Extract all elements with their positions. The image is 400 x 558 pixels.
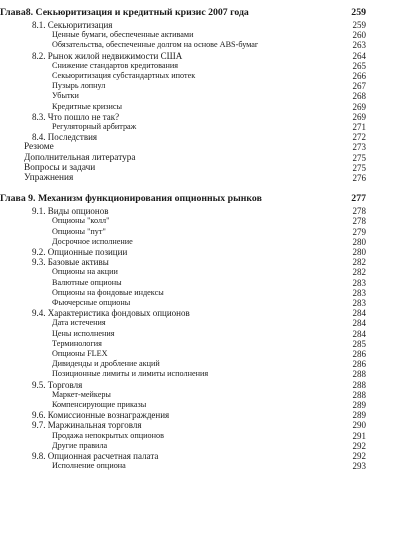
entry-title: Вопросы и задачи: [24, 162, 96, 173]
toc-row: [0, 278, 400, 288]
entry-title: 9.7. Маржинальная торговля: [32, 420, 142, 431]
entry-title: Позиционные лимиты и лимиты исполнения: [52, 369, 209, 379]
entry-title: Опционы FLEX: [52, 349, 108, 358]
page-number: 260: [352, 30, 366, 41]
toc-row: [0, 339, 400, 349]
page-number: 289: [352, 410, 366, 421]
toc-row: [0, 142, 400, 152]
chapter-title: Глава 9. Механизм функционирования опционных рынков: [0, 193, 262, 205]
page-number: 292: [352, 440, 366, 451]
entry-title: Регуляторный арбитраж: [52, 122, 137, 131]
entry-title: Маркет-мейкеры: [52, 389, 111, 399]
toc-row: [0, 288, 400, 298]
entry-title: Резюме: [24, 142, 54, 153]
toc-row: [0, 112, 400, 122]
page-number: 275: [352, 152, 366, 163]
toc-row: [0, 122, 400, 132]
chapter-title: Глава8. Секьюритизация и кредитный кризис 2007 года: [0, 7, 249, 18]
entry-title: Компенсирующие приказы: [52, 400, 147, 409]
entry-title: 9.5. Торговля: [32, 379, 83, 390]
page-number: 282: [352, 257, 366, 268]
page-number: 284: [352, 318, 366, 329]
entry-title: 8.1. Секьюритизация: [32, 20, 113, 30]
entry-title: 9.4. Характеристика фондовых опционов: [32, 308, 190, 319]
entry-title: 9.2. Опционные позиции: [32, 247, 128, 257]
page-number: 280: [352, 247, 366, 257]
toc-row: [0, 431, 400, 441]
entry-title: Досрочное исполнение: [52, 236, 133, 246]
entry-title: 8.4. Последствия: [32, 132, 98, 143]
page-number: 286: [352, 359, 366, 370]
toc-row: [0, 461, 400, 471]
toc-row: [0, 257, 400, 267]
toc-row: [0, 30, 400, 40]
page-number: 271: [352, 122, 366, 132]
page-number: 286: [352, 349, 366, 359]
entry-title: Валютные опционы: [52, 277, 122, 287]
entry-title: Цены исполнения: [52, 328, 115, 338]
toc-row: [0, 420, 400, 430]
toc-row: [0, 71, 400, 81]
entry-title: Пузырь лопнул: [52, 81, 106, 91]
entry-title: 9.1. Виды опционов: [32, 206, 109, 217]
page-number: 280: [352, 236, 366, 247]
entry-title: Секьюритизация субстандартных ипотек: [52, 71, 196, 80]
toc-row: [0, 20, 400, 30]
entry-title: Другие правила: [52, 440, 108, 450]
page-number: 269: [352, 111, 366, 122]
page-number: 288: [352, 389, 366, 400]
page-number: 269: [352, 101, 366, 112]
toc-row: [0, 173, 400, 183]
page-number: 259: [351, 7, 366, 18]
toc-row: [0, 51, 400, 61]
page-number: 266: [352, 71, 366, 81]
toc-row: [0, 359, 400, 369]
entry-title: Дополнительная литература: [24, 152, 136, 163]
toc-row: [0, 132, 400, 142]
page-number: 265: [352, 60, 366, 71]
entry-title: Упражнения: [24, 173, 74, 183]
page-number: 288: [352, 369, 366, 380]
entry-title: Кредитные кризисы: [52, 101, 122, 111]
entry-title: Дата истечения: [52, 318, 106, 328]
page-number: 284: [352, 328, 366, 339]
page-number: 276: [352, 173, 366, 183]
page-number: 293: [352, 461, 366, 472]
toc-row: [0, 163, 400, 173]
entry-title: Терминология: [52, 338, 102, 348]
toc-row: [0, 318, 400, 328]
page-number: 278: [352, 206, 366, 217]
toc-row: [0, 380, 400, 390]
toc-row: [0, 267, 400, 277]
page-number: 289: [352, 400, 366, 410]
page-number: 278: [352, 216, 366, 227]
entry-title: 9.6. Комиссионные вознаграждения: [32, 410, 170, 421]
entry-title: Опционы на акции: [52, 267, 118, 277]
page-number: 275: [352, 162, 366, 173]
entry-title: 8.3. Что пошло не так?: [32, 111, 120, 122]
page-number: 272: [352, 132, 366, 143]
toc-row: [0, 227, 400, 237]
page-number: 292: [352, 451, 366, 461]
toc-chapter-row: [0, 8, 400, 18]
toc-row: [0, 349, 400, 359]
page-number: 283: [352, 277, 366, 288]
toc-row: [0, 441, 400, 451]
entry-title: Убытки: [52, 91, 79, 101]
page-number: 279: [352, 226, 366, 237]
entry-title: Опционы "колл": [52, 216, 110, 226]
entry-title: Обязательства, обеспеченные долгом на основе ABS-бумаг: [52, 40, 259, 50]
page-number: 285: [352, 338, 366, 349]
page-number: 273: [352, 142, 366, 153]
entry-title: 9.8. Опционная расчетная палата: [32, 451, 159, 461]
toc-row: [0, 216, 400, 226]
toc-row: [0, 237, 400, 247]
entry-title: Снижение стандартов кредитования: [52, 60, 179, 70]
page-number: 264: [352, 50, 366, 61]
entry-title: Исполнение опциона: [52, 461, 126, 471]
entry-title: Дивиденды и дробление акций: [52, 359, 160, 369]
page-number: 263: [352, 40, 366, 51]
page-number: 291: [352, 430, 366, 441]
entry-title: Фьючерсные опционы: [52, 298, 131, 307]
page-number: 283: [352, 298, 366, 308]
entry-title: 9.3. Базовые активы: [32, 257, 109, 268]
toc-row: [0, 451, 400, 461]
entry-title: Опционы "пут": [52, 226, 106, 236]
entry-title: Ценные бумаги, обеспеченные активами: [52, 30, 194, 40]
toc-row: [0, 40, 400, 50]
entry-title: Продажа непокрытых опционов: [52, 430, 164, 440]
page-number: 282: [352, 267, 366, 278]
page-number: 277: [351, 193, 366, 205]
toc-row: [0, 102, 400, 112]
entry-title: Опционы на фондовые индексы: [52, 287, 164, 297]
toc-row: [0, 410, 400, 420]
page-number: 268: [352, 91, 366, 102]
page-number: 283: [352, 287, 366, 298]
toc-row: [0, 247, 400, 257]
toc-row: [0, 390, 400, 400]
toc-row: [0, 91, 400, 101]
page-number: 284: [352, 308, 366, 319]
toc-row: [0, 369, 400, 379]
toc-row: [0, 308, 400, 318]
toc-row: [0, 153, 400, 163]
toc-row: [0, 61, 400, 71]
toc-row: [0, 81, 400, 91]
toc-row: [0, 329, 400, 339]
page-number: 288: [352, 379, 366, 390]
toc-row: [0, 400, 400, 410]
page-number: 267: [352, 81, 366, 92]
toc-chapter-row: [0, 194, 400, 204]
toc-row: [0, 206, 400, 216]
page-number: 290: [352, 420, 366, 431]
toc-row: [0, 298, 400, 308]
entry-title: 8.2. Рынок жилой недвижимости США: [32, 50, 183, 61]
page-number: 259: [352, 20, 366, 30]
